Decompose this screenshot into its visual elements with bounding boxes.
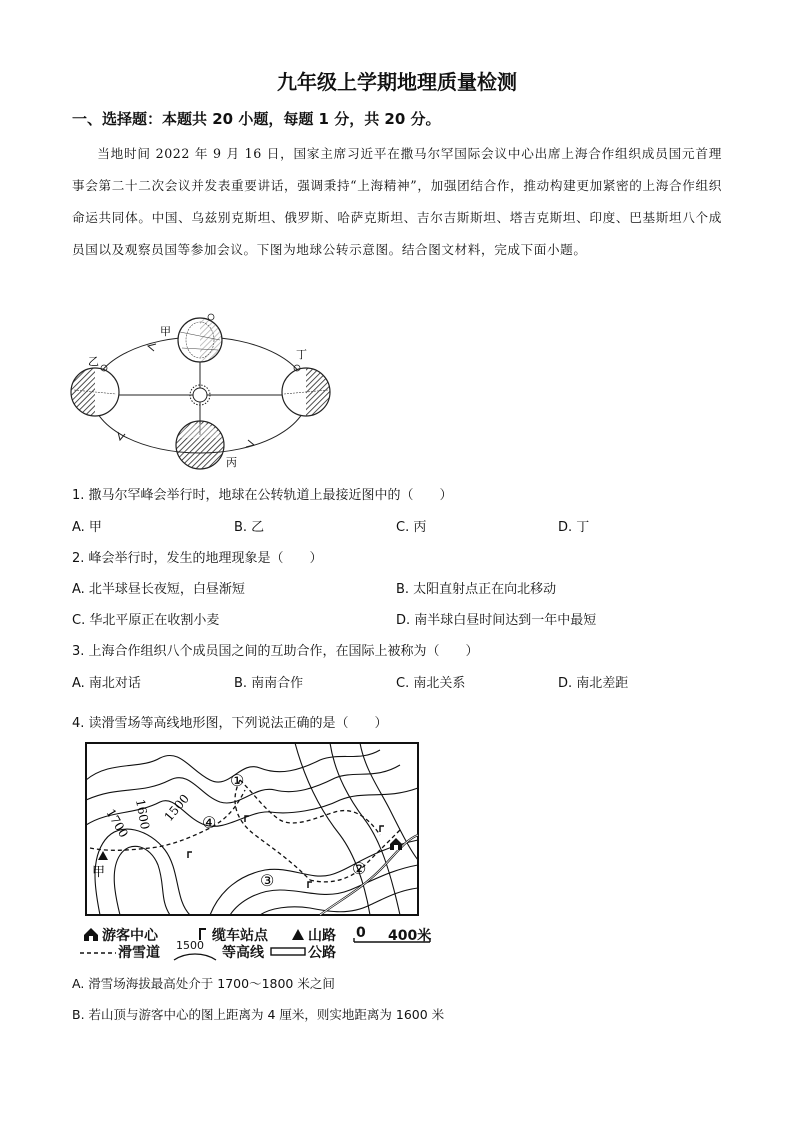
sun-icon [190, 385, 210, 405]
legend-contour: 等高线 [222, 945, 264, 961]
legend-contour-value: 1500 [176, 939, 204, 952]
q2-option-a[interactable]: A. 北半球昼长夜短，白昼渐短 [72, 582, 245, 597]
contour-label-1500: 1500 [161, 791, 192, 824]
q4-option-a[interactable]: A. 滑雪场海拔最高处介于 1700～1800 米之间 [72, 976, 335, 991]
section-heading: 一、选择题：本题共 20 小题，每题 1 分，共 20 分。 [72, 110, 441, 128]
ski-trail-symbol [80, 948, 116, 958]
label-ding: 丁 [296, 348, 307, 361]
q1-option-c[interactable]: C. 丙 [396, 520, 427, 535]
q2-option-d[interactable]: D. 南半球白昼时间达到一年中最短 [396, 613, 597, 628]
earth-ding-icon [282, 365, 330, 416]
ski-resort-contour-map [80, 740, 422, 920]
q1-option-d[interactable]: D. 丁 [558, 520, 590, 535]
q3-option-b[interactable]: B. 南南合作 [234, 676, 304, 691]
intro-paragraph: 当地时间 2022 年 9 月 16 日，国家主席习近平在撒马尔罕国际会议中心出席上海合作组织成员国元首理事会第二十二次会议并发表重要讲话，强调秉持“上海精神”，加强团结合作，推动构建更加紧密的上海合作组织命运共同体。中国、乌兹别克斯坦、俄罗斯、哈萨克斯坦、吉尔吉斯斯坦、塔吉克斯坦、印度、巴基斯坦八个成员国以及观察员国等参加会议。下图为地球公转示意图。结合图文材料，完成下面小题。 [72, 146, 722, 257]
visitor-center-icon [82, 927, 100, 941]
question-4-stem: 4. 读滑雪场等高线地形图，下列说法正确的是（ ） [72, 716, 388, 731]
peak-icon [290, 927, 306, 941]
peak-label: 甲 [92, 865, 106, 880]
marker-4: ④ [202, 813, 217, 832]
earth-bing-icon [176, 421, 224, 469]
legend-cable-station: 缆车站点 [212, 928, 268, 944]
contour-label-1700: 1700 [103, 806, 131, 840]
page-title: 九年级上学期地理质量检测 [277, 70, 517, 94]
contour-label-1600: 1600 [133, 798, 153, 831]
q3-option-c[interactable]: C. 南北关系 [396, 676, 466, 691]
label-yi: 乙 [88, 355, 99, 368]
q2-option-c[interactable]: C. 华北平原正在收割小麦 [72, 613, 220, 628]
question-3-stem: 3. 上海合作组织八个成员国之间的互助合作，在国际上被称为（ ） [72, 644, 479, 659]
q1-option-a[interactable]: A. 甲 [72, 520, 102, 535]
q3-option-d[interactable]: D. 南北差距 [558, 676, 629, 691]
earth-yi-icon [71, 365, 119, 416]
marker-3: ③ [260, 871, 275, 890]
legend-ski-trail: 滑雪道 [118, 945, 160, 961]
question-1-stem: 1. 撒马尔罕峰会举行时，地球在公转轨道上最接近图中的（ ） [72, 488, 453, 503]
road-symbol [270, 946, 306, 958]
label-jia: 甲 [160, 325, 171, 338]
marker-1: ① [230, 771, 245, 790]
legend-road: 公路 [308, 945, 336, 961]
earth-jia-icon [178, 314, 222, 362]
q4-option-b[interactable]: B. 若山顶与游客中心的图上距离为 4 厘米，则实地距离为 1600 米 [72, 1007, 445, 1022]
scale-length: 400米 [388, 928, 432, 944]
q1-option-b[interactable]: B. 乙 [234, 520, 265, 535]
q2-option-b[interactable]: B. 太阳直射点正在向北移动 [396, 582, 557, 597]
label-bing: 丙 [226, 456, 237, 469]
earth-orbit-diagram [60, 310, 350, 475]
q3-option-a[interactable]: A. 南北对话 [72, 676, 141, 691]
question-2-stem: 2. 峰会举行时，发生的地理现象是（ ） [72, 551, 323, 566]
map-legend [80, 924, 440, 968]
legend-mountain-road: 山路 [308, 928, 336, 944]
legend-visitor-center: 游客中心 [102, 928, 158, 944]
scale-zero: 0 [356, 925, 366, 941]
marker-2: ② [352, 859, 367, 878]
